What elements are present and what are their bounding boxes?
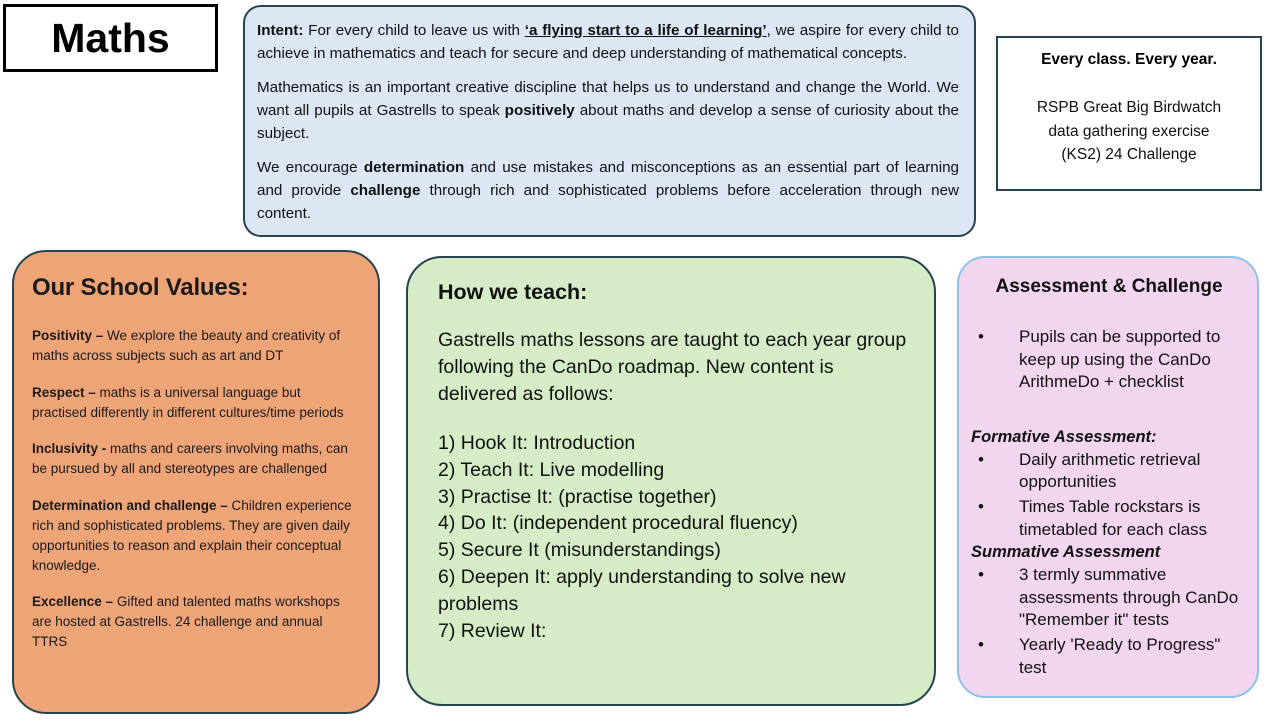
value-text-determination: Children experience rich and sophisticated problems. They are given daily opportunities to reason and explain their conceptual knowledge. <box>32 498 352 573</box>
assessment-spacer <box>971 396 1247 414</box>
every-class-line-1: RSPB Great Big Birdwatch <box>1036 99 1222 117</box>
intent-p2-emphasis: positively <box>504 101 575 119</box>
intent-p2-post: about maths and develop a sense of curiosity about the subject. <box>257 101 959 142</box>
value-item-determination <box>32 496 358 575</box>
intent-p1-emphasis: ‘a flying start to a life of learning’ <box>524 22 767 39</box>
value-term-respect: Respect – <box>32 384 96 400</box>
page-title: Maths <box>51 14 170 61</box>
every-class-line-3: (KS2) 24 Challenge <box>1061 146 1197 164</box>
summative-bullet-1: 3 termly summative assessments through CanDo "Remember it" tests <box>1019 565 1239 630</box>
value-item-excellence <box>32 592 358 652</box>
value-term-inclusivity: Inclusivity - <box>32 441 107 457</box>
how-we-teach-title: How we teach: <box>438 280 588 304</box>
every-class-panel <box>996 36 1262 191</box>
value-item-inclusivity <box>32 439 358 479</box>
assessment-panel <box>957 256 1259 698</box>
how-we-teach-panel <box>406 256 936 706</box>
summative-assessment-list <box>971 564 1247 679</box>
bullet-icon: • <box>978 327 984 346</box>
intent-p3-pre: We encourage <box>257 158 364 176</box>
how-we-teach-intro: Gastrells maths lessons are taught to each year group following the CanDo roadmap. New content is delivered as follows: <box>438 329 907 405</box>
every-class-heading: Every class. Every year. <box>1041 51 1217 68</box>
bullet-icon: • <box>978 449 984 469</box>
intent-paragraph-3 <box>257 157 959 226</box>
list-item <box>971 326 1247 394</box>
bullet-icon: • <box>978 497 984 517</box>
intent-paragraph-2 <box>257 77 959 146</box>
list-item <box>971 496 1247 541</box>
value-text-excellence: Gifted and talented maths workshops are hosted at Gastrells. 24 challenge and annual TTRS <box>32 594 340 650</box>
teach-step-7: 7) Review It: <box>438 620 547 643</box>
page-title-box <box>3 4 218 72</box>
school-values-panel <box>12 250 380 714</box>
intent-p3-mid: and use mistakes and misconceptions as an essential part of learning and provide <box>257 158 959 199</box>
formative-bullet-2: Times Table rockstars is timetabled for each class <box>1019 497 1208 539</box>
assessment-intro-bullet-1: Pupils can be supported to keep up using the CanDo ArithmeDo + checklist <box>1019 327 1221 392</box>
teach-step-4: 4) Do It: (independent procedural fluency) <box>438 512 798 535</box>
value-text-respect: maths is a universal language but practised differently in different cultures/time periods <box>32 384 344 420</box>
intent-p1-pre: For every child to leave us with <box>303 22 525 39</box>
value-item-positivity <box>32 326 358 366</box>
value-term-determination: Determination and challenge – <box>32 498 228 514</box>
bullet-icon: • <box>978 565 984 585</box>
assessment-title: Assessment & Challenge <box>995 276 1223 297</box>
intent-p3-post: through rich and sophisticated problems before acceleration through new content. <box>257 181 959 222</box>
intent-p3-emphasis-1: determination <box>363 158 465 176</box>
teach-step-3: 3) Practise It: (practise together) <box>438 485 717 508</box>
summative-assessment-heading: Summative Assessment <box>971 543 1161 562</box>
teach-step-6: 6) Deepen It: apply understanding to solve new problems <box>438 566 846 616</box>
list-item <box>971 634 1247 679</box>
intent-p2-pre: Mathematics is an important creative discipline that helps us to understand and change the World. We want all pupils at Gastrells to speak <box>257 78 959 119</box>
intent-p3-emphasis-2: challenge <box>350 181 421 199</box>
every-class-line-2: data gathering exercise <box>1048 122 1210 140</box>
school-values-title: Our School Values: <box>32 274 249 301</box>
list-item <box>971 564 1247 632</box>
intent-p1-post: , we aspire for every child to achieve in mathematics and teach for secure and deep understanding of mathematical concepts. <box>257 22 959 62</box>
intent-paragraph-1 <box>257 20 959 66</box>
formative-assessment-heading: Formative Assessment: <box>971 427 1157 446</box>
intent-label: Intent: <box>257 22 304 39</box>
bullet-icon: • <box>978 635 984 655</box>
value-item-respect <box>32 383 358 423</box>
value-text-positivity: We explore the beauty and creativity of maths across subjects such as art and DT <box>32 328 341 363</box>
teach-step-5: 5) Secure It (misunderstandings) <box>438 539 721 562</box>
formative-bullet-1: Daily arithmetic retrieval opportunities <box>1019 449 1201 492</box>
value-term-positivity: Positivity – <box>32 328 104 343</box>
assessment-intro-list <box>971 326 1247 394</box>
value-term-excellence: Excellence – <box>32 594 114 610</box>
intent-panel <box>243 5 976 237</box>
value-text-inclusivity: maths and careers involving maths, can be pursued by all and stereotypes are challenged <box>32 441 348 477</box>
list-item <box>971 449 1247 494</box>
summative-bullet-2: Yearly 'Ready to Progress" test <box>1019 635 1221 677</box>
teach-step-2: 2) Teach It: Live modelling <box>438 458 665 481</box>
formative-assessment-list <box>971 449 1247 541</box>
teach-step-1: 1) Hook It: Introduction <box>438 431 636 454</box>
